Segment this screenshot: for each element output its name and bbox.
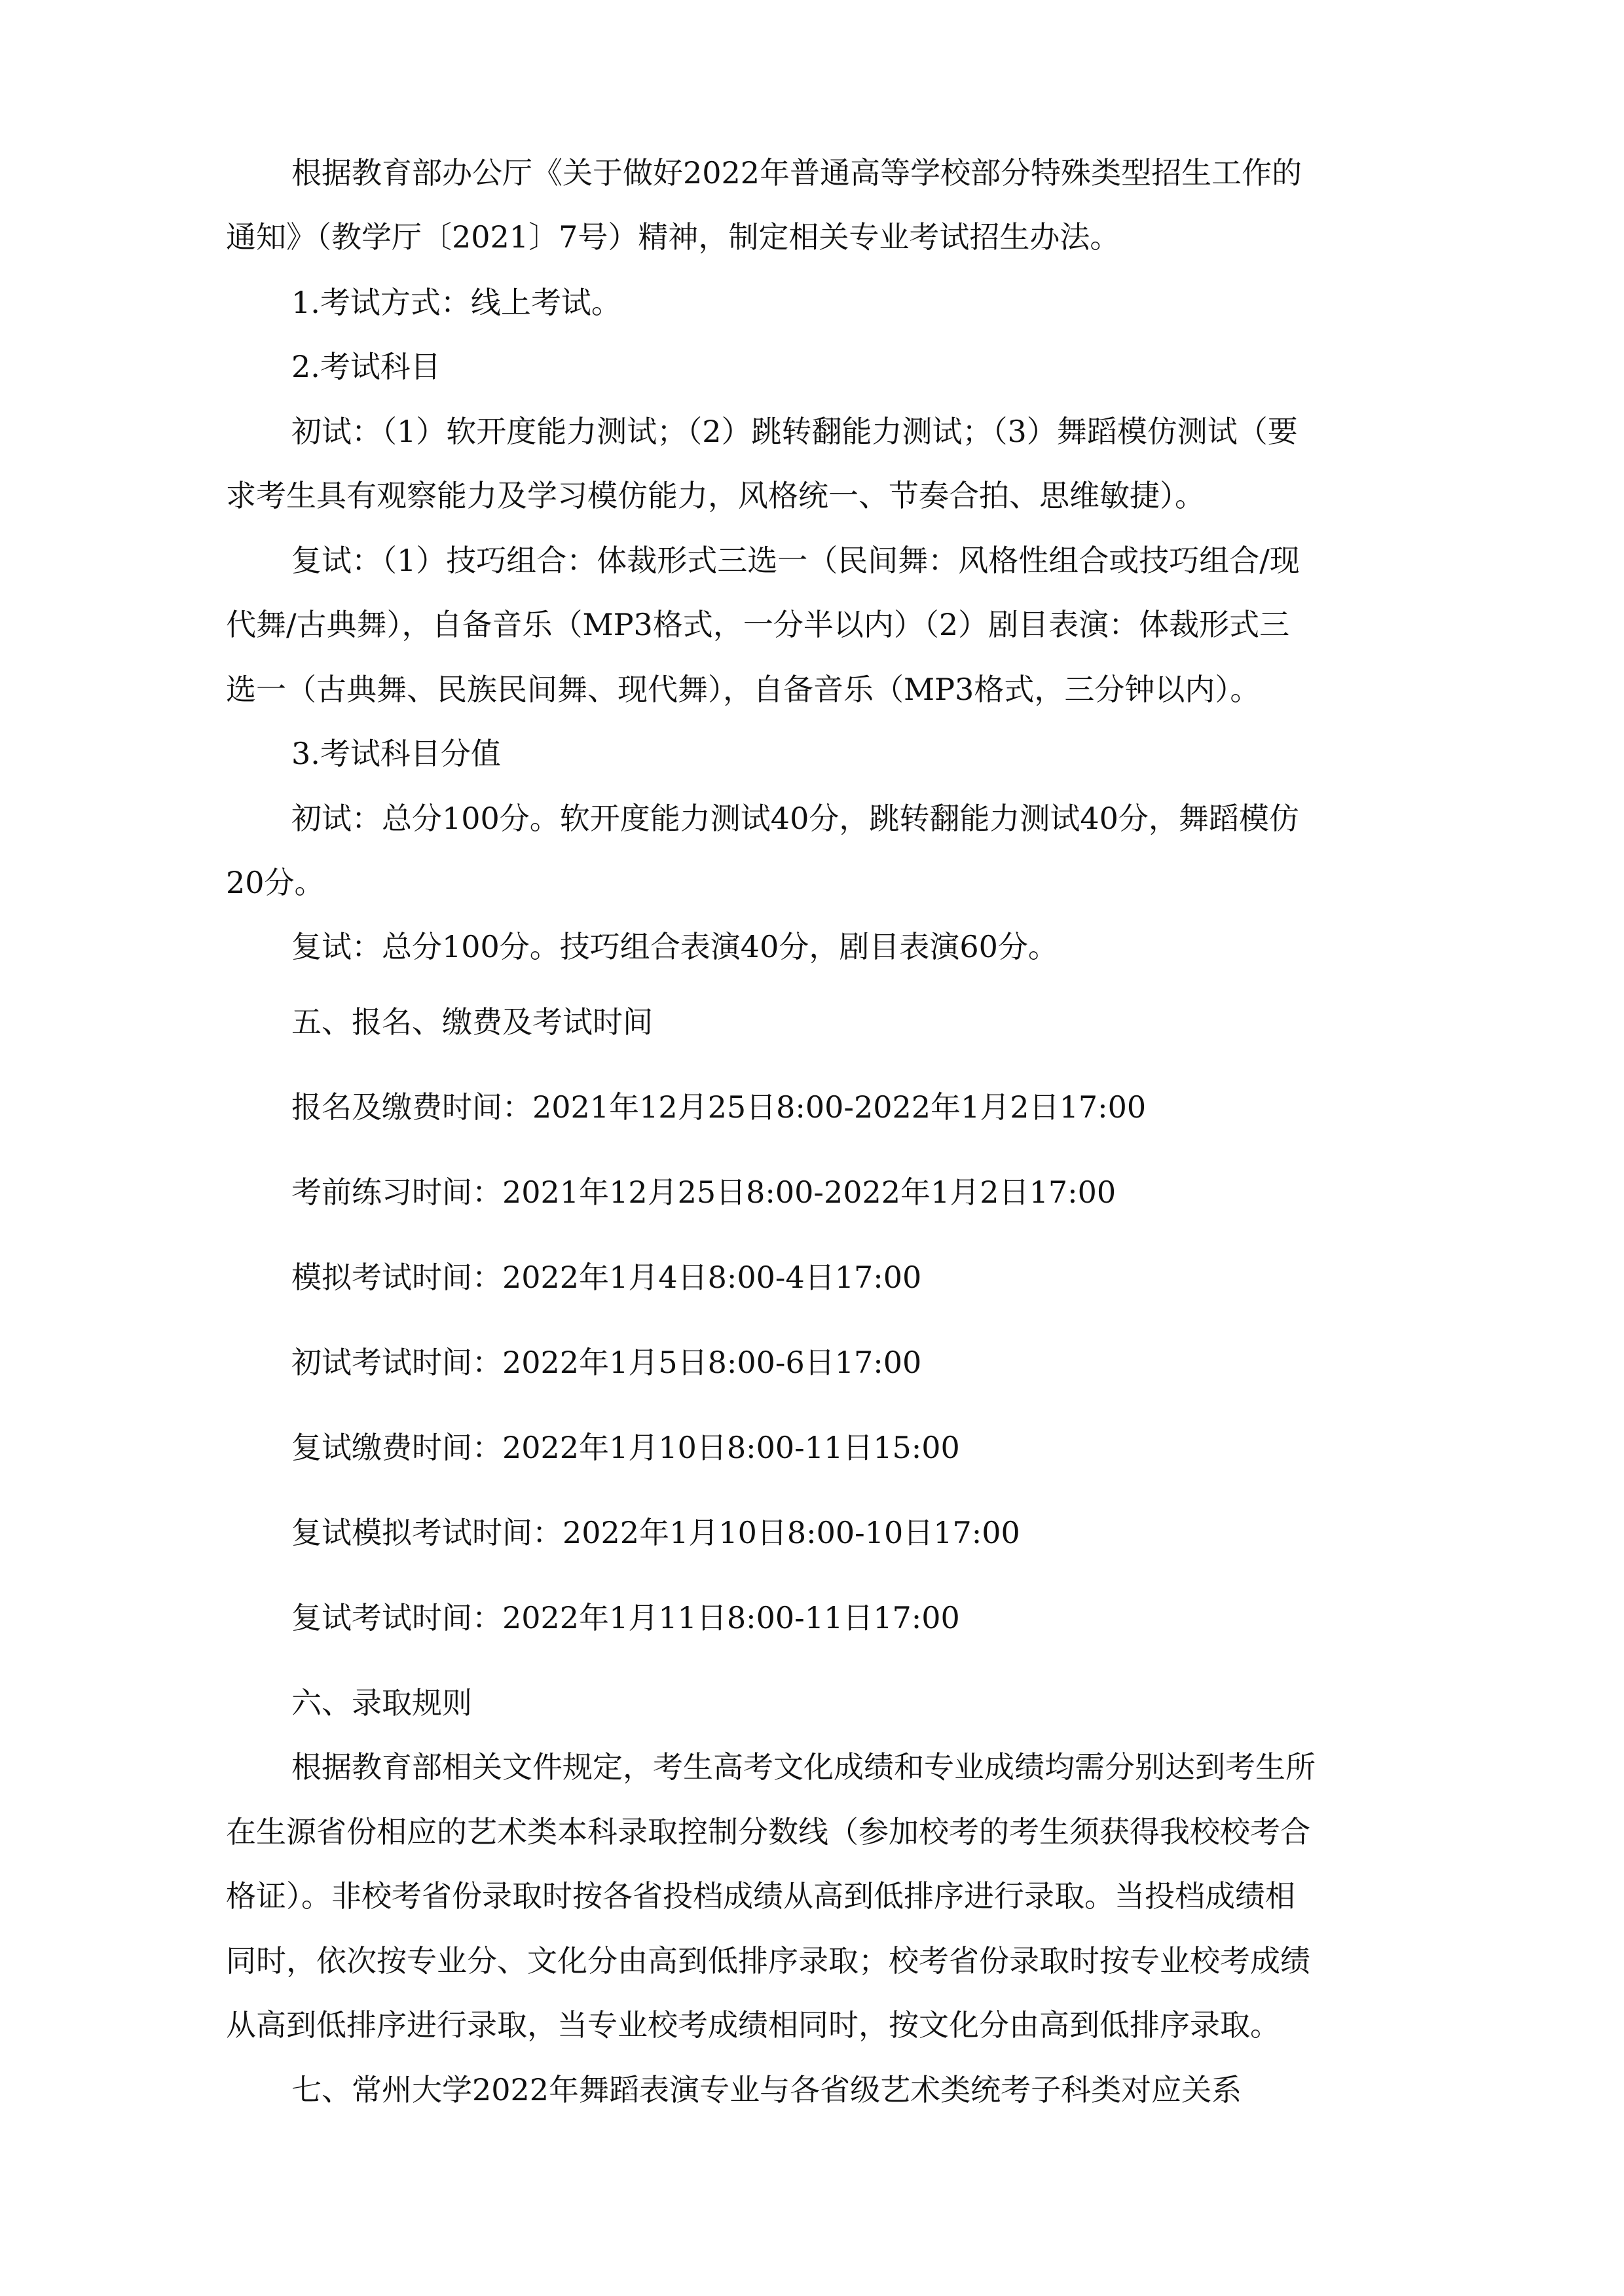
paragraph-line: 根据教育部相关文件规定，考生高考文化成绩和专业成绩均需分别达到考生所 xyxy=(291,1749,1316,1785)
schedule-line: 初试考试时间：2022年1月5日8:00-6日17:00 xyxy=(291,1345,922,1380)
section-heading: 五、报名、缴费及考试时间 xyxy=(291,1004,653,1040)
section-heading: 七、常州大学2022年舞蹈表演专业与各省级艺术类统考子科类对应关系 xyxy=(291,2072,1242,2107)
paragraph-line: 根据教育部办公厅《关于做好2022年普通高等学校部分特殊类型招生工作的 xyxy=(291,155,1302,191)
paragraph-line: 格证）。非校考省份录取时按各省投档成绩从高到低排序进行录取。当投档成绩相 xyxy=(226,1878,1295,1914)
paragraph-line: 通知》（教学厅〔2021〕7号）精神，制定相关专业考试招生办法。 xyxy=(226,219,1120,255)
paragraph-line: 从高到低排序进行录取，当专业校考成绩相同时，按文化分由高到低排序录取。 xyxy=(226,2007,1280,2043)
paragraph-line: 在生源省份相应的艺术类本科录取控制分数线（参加校考的考生须获得我校校考合 xyxy=(226,1814,1310,1850)
paragraph-line: 同时，依次按专业分、文化分由高到低排序录取；校考省份录取时按专业校考成绩 xyxy=(226,1943,1310,1978)
schedule-line: 报名及缴费时间：2021年12月25日8:00-2022年1月2日17:00 xyxy=(291,1089,1147,1125)
schedule-line: 考前练习时间：2021年12月25日8:00-2022年1月2日17:00 xyxy=(291,1175,1116,1210)
paragraph-line: 选一（古典舞、民族民间舞、现代舞），自备音乐（MP3格式，三分钟以内）。 xyxy=(226,672,1261,707)
paragraph-line: 初试：总分100分。软开度能力测试40分，跳转翻能力测试40分，舞蹈模仿 xyxy=(291,801,1299,836)
paragraph-line: 代舞/古典舞），自备音乐（MP3格式，一分半以内）（2）剧目表演：体裁形式三 xyxy=(226,607,1290,642)
paragraph-line: 2.考试科目 xyxy=(291,349,441,384)
schedule-line: 复试缴费时间：2022年1月10日8:00-11日15:00 xyxy=(291,1430,960,1465)
paragraph-line: 20分。 xyxy=(226,865,325,900)
paragraph-line: 复试：（1）技巧组合：体裁形式三选一（民间舞：风格性组合或技巧组合/现 xyxy=(291,543,1300,578)
paragraph-line: 复试：总分100分。技巧组合表演40分，剧目表演60分。 xyxy=(291,929,1058,964)
paragraph-line: 求考生具有观察能力及学习模仿能力，风格统一、节奏合拍、思维敏捷）。 xyxy=(226,478,1205,513)
section-heading: 六、录取规则 xyxy=(291,1685,472,1721)
paragraph-line: 1.考试方式：线上考试。 xyxy=(291,285,621,320)
schedule-line: 复试考试时间：2022年1月11日8:00-11日17:00 xyxy=(291,1600,960,1635)
schedule-line: 复试模拟考试时间：2022年1月10日8:00-10日17:00 xyxy=(291,1515,1020,1550)
schedule-line: 模拟考试时间：2022年1月4日8:00-4日17:00 xyxy=(291,1260,922,1295)
paragraph-line: 3.考试科目分值 xyxy=(291,736,501,771)
paragraph-line: 初试：（1）软开度能力测试；（2）跳转翻能力测试；（3）舞蹈模仿测试（要 xyxy=(291,414,1298,449)
